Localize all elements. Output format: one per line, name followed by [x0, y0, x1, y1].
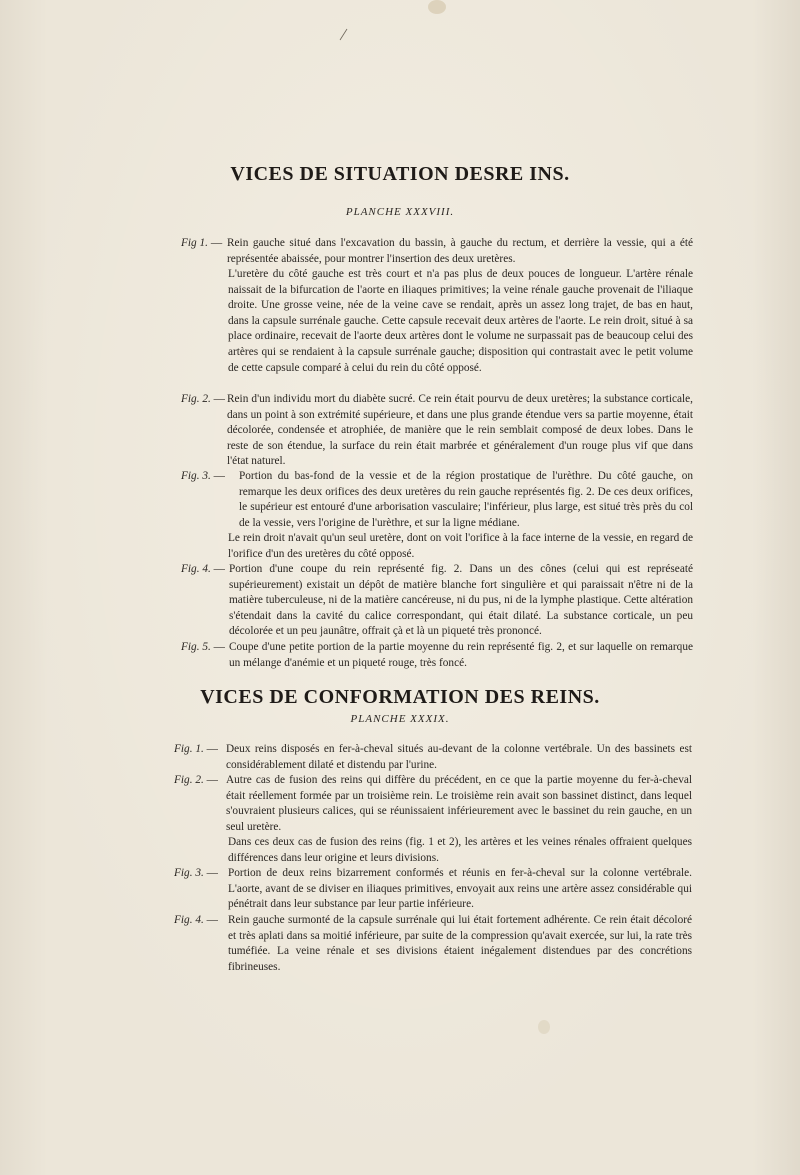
figure-caption: Rein d'un individu mort du diabète sucré. Ce rein était pourvu de deux uretères; la substance corticale, dans un point à son extrémité supérieure, et dans une plus grande étendue vers sa partie moyenne, était décolorée, condensée et atrophiée, de manière que le rein semblait composé de deux lobes. Dans le reste de son étendue, la surface du rein était marbrée et généralement d'un rouge plus vif que dans l'état naturel. — [227, 393, 693, 468]
figure-notes: Le rein droit n'avait qu'un seul uretère, dont on voit l'orifice à la face interne de la vessie, en regard de l'orifice d'un des uretères du côté opposé. — [228, 532, 693, 560]
figure-caption: Deux reins disposés en fer-à-cheval situés au-devant de la colonne vertébrale. Un des bassinets est considérablement dilaté et distendu par l'urine. — [226, 743, 692, 771]
plate-label-xxxviii: PLANCHE XXXVIII. — [345, 206, 455, 218]
figure-entry-2 — [181, 392, 693, 472]
figure-notes: Dans ces deux cas de fusion des reins (fig. 1 et 2), les artères et les veines rénales offraient quelques différences dans leur origine et leurs divisions. — [228, 836, 692, 864]
figure-label: Fig. 4. — — [174, 914, 218, 926]
figure-label: Fig. 3. — — [181, 470, 225, 482]
figure-label: Fig. 4. — — [181, 563, 225, 575]
figure-caption: Coupe d'une petite portion de la partie moyenne du rein représenté fig. 2, et sur laquelle on remarque un mélange d'anémie et un piqueté rouge, très foncé. — [229, 641, 693, 669]
pencil-mark — [338, 28, 348, 42]
figure-entry-1 — [174, 742, 692, 774]
figure-label: Fig. 2. — — [181, 393, 225, 405]
paper-stain — [428, 0, 446, 14]
figure-label: Fig 1. — — [181, 237, 223, 249]
figure-label: Fig. 1. — — [174, 743, 218, 755]
figure-caption: Portion de deux reins bizarrement conformés et réunis en fer-à-cheval sur la colonne vertébrale. L'aorte, avant de se diviser en iliaques primitives, envoyait aux reins une artère assez considérable qui pénétrait dans leur substance par leur partie inférieure. — [228, 867, 692, 911]
figure-entry-5 — [181, 640, 693, 672]
figure-entry-3 — [181, 469, 693, 533]
figure-label: Fig. 2. — — [174, 774, 218, 786]
figure-caption: Portion du bas-fond de la vessie et de la région prostatique de l'urèthre. Du côté gauche, on remarque les deux orifices des deux uretères du rein gauche représentés fig. 2. De ces deux orifices, le supérieur est entouré d'une arborisation vasculaire; l'inférieur, plus large, est situé très près du col de la vessie, vers l'origine de l'urèthre, et sur la ligne médiane. — [239, 470, 693, 529]
figure-entry-4 — [174, 913, 692, 977]
figure-label: Fig. 3. — — [174, 867, 218, 879]
figure-label: Fig. 5. — — [181, 641, 225, 653]
plate-label-xxxix: PLANCHE XXXIX. — [350, 713, 450, 725]
figure-entry-2 — [174, 773, 692, 837]
figure-caption: Rein gauche situé dans l'excavation du bassin, à gauche du rectum, et derrière la vessie, qui a été représentée abaissée, pour montrer l'insertion des deux uretères. — [227, 237, 693, 265]
figure-caption: Portion d'une coupe du rein représenté fig. 2. Dans un des cônes (celui qui est représeaté supérieurement) existait un dépôt de matière blanche fort singulière et qui paraissait n'être ni de la matière tuberculeuse, ni de la matière cancéreuse, ni du pus, ni de la lymphe plastique. Cette altération s'étendait dans la cavité du calice correspondant, qui était dilaté. La substance corticale, un peu décolorée et un peu jaunâtre, offrait çà et là un piqueté très prononcé. — [229, 563, 693, 638]
section-title-conformation: VICES DE CONFORMATION DES REINS. — [200, 686, 600, 708]
section-title-situation: VICES DE SITUATION DESRE INS. — [230, 163, 570, 185]
figure-notes: L'uretère du côté gauche est très court et n'a pas plus de deux pouces de longueur. L'artère rénale naissait de la bifurcation de l'aorte en iliaques primitives; la veine rénale gauche provenait de l'iliaque droite. Une grosse veine, née de la veine cave se rendait, après un assez long trajet, de bas en haut, dans la capsule surrénale gauche. Cette capsule recevait deux artères de l'aorte. Le rein droit, situé à sa place ordinaire, recevait de l'aorte deux artères dont le volume ne surpassait pas de beaucoup celui des artères qui se rendaient à la capsule surrénale gauche; disposition qui contrastait avec le petit volume de cette capsule comparé à celui du rein du côté opposé. — [228, 268, 693, 374]
figure-caption: Autre cas de fusion des reins qui diffère du précédent, en ce que la partie moyenne du fer-à-cheval était réellement formée par un troisième rein. Le troisième rein avait son bassinet distinct, dans lequel s'ouvraient plusieurs calices, qui se réunissaient inférieurement avec le bassinet du rein gauche, en un seul uretère. — [226, 774, 692, 833]
figure-caption: Rein gauche surmonté de la capsule surrénale qui lui était fortement adhérente. Ce rein était décoloré et très aplati dans sa moitié inférieure, par suite de la compression qu'avait exercée, sur lui, la rate très tuméfiée. La veine rénale et ses divisions étaient inégalement distendues par des concrétions fibrineuses. — [228, 914, 692, 973]
paper-stain — [538, 1020, 550, 1034]
figure-entry-3 — [174, 866, 692, 914]
figure-entry-4 — [181, 562, 693, 642]
